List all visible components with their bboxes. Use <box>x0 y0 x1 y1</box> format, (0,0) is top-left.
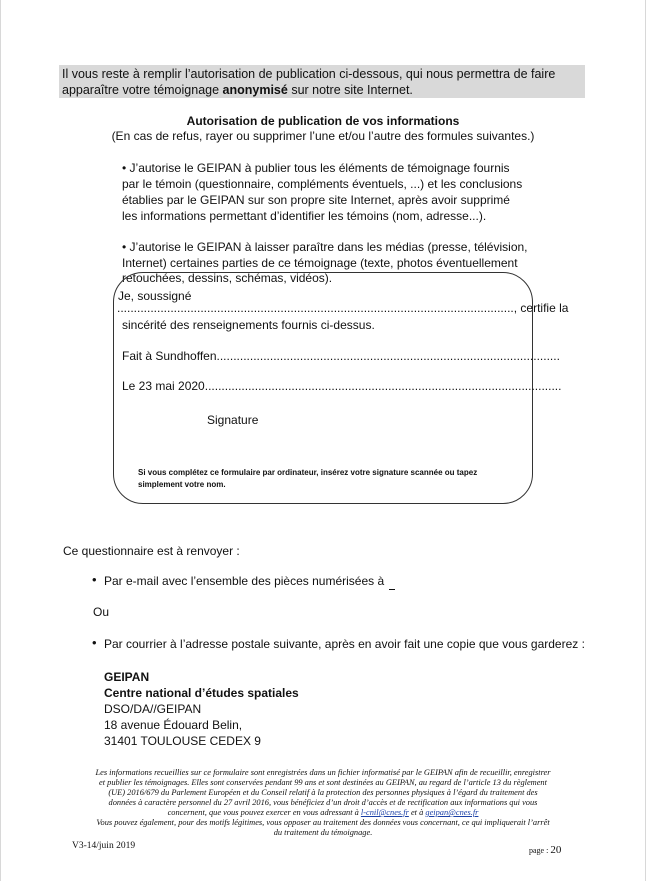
version-label: V3-14/juin 2019 <box>72 841 136 851</box>
authorization-subtitle: (En cas de refus, rayer ou supprimer l’une et/ou l’autre des formules suivantes.) <box>111 129 535 143</box>
fait-a-field[interactable]: Fait à Sundhoffen....................................................................................................... <box>122 349 560 363</box>
address-name: GEIPAN <box>104 670 150 684</box>
soussigne-field[interactable]: ......................................................................................................................., certifie la <box>117 301 569 315</box>
signature-note-line-1: Si vous complétez ce formulaire par ordinateur, insérez votre signature scannée ou tapez <box>138 468 478 477</box>
address-city: 31401 TOULOUSE CEDEX 9 <box>104 734 261 748</box>
legal-line-3: (UE) 2016/679 du Parlement Européen et du Conseil relatif à la protection des personnes physiques à l’égard du traitement des <box>108 788 538 797</box>
post-option: Par courrier à l’adresse postale suivante, après en avoir fait une copie que vous garderez : <box>104 637 585 651</box>
bullet-icon: • <box>92 635 97 650</box>
intro-line-1: Il vous reste à remplir l’autorisation de publication ci-dessous, qui nous permettra de faire <box>62 67 556 81</box>
return-heading: Ce questionnaire est à renvoyer : <box>63 544 240 558</box>
signature-label: Signature <box>207 413 259 427</box>
legal-line-7: du traitement du témoignage. <box>273 828 373 837</box>
item1-line-3: établies par le GEIPAN sur son propre site Internet, après avoir supprimé <box>122 193 510 207</box>
cnil-email-link[interactable]: l-cnil@cnes.fr <box>360 808 409 817</box>
bullet-icon: • <box>122 161 130 175</box>
page-number: 20 <box>550 844 562 856</box>
or-label: Ou <box>93 605 110 619</box>
intro-highlight <box>59 65 585 98</box>
legal-line-4: données à caractère personnel du 27 avril 2016, vous bénéficiez d’un droit d’accès et de rectification aux informations qui vous <box>108 798 538 807</box>
email-placeholder <box>389 573 395 590</box>
date-field[interactable]: Le 23 mai 2020........................................................................................................... <box>122 379 562 393</box>
item2-line-2: Internet) certaines parties de ce témoignage (texte, photos éventuellement <box>122 256 518 270</box>
address-street: 18 avenue Édouard Belin, <box>104 718 243 732</box>
item1-line-2: par le témoin (questionnaire, compléments éventuels, ...) et les conclusions <box>122 177 523 191</box>
address-dept: DSO/DA//GEIPAN <box>104 702 202 716</box>
bullet-icon: • <box>92 572 97 587</box>
authorization-title: Autorisation de publication de vos informations <box>186 114 460 128</box>
item2-line-3: retouchées, dessins, schémas, vidéos). <box>122 271 333 285</box>
bullet-icon: • <box>122 240 130 254</box>
signature-note-line-2: simplement votre nom. <box>138 480 226 489</box>
soussigne-label: Je, soussigné <box>118 289 192 303</box>
legal-line-5: concernent, que vous pouvez exercer en vous adressant à l-cnil@cnes.fr et à geipan@cnes.fr <box>167 808 479 817</box>
page-number-label: page : 20 <box>529 844 562 856</box>
intro-line-2: apparaître votre témoignage anonymisé sur notre site Internet. <box>62 83 413 97</box>
email-option: Par e-mail avec l’ensemble des pièces numérisées à <box>104 573 395 590</box>
legal-line-2: et publier les témoignages. Elles sont conservées pendant 99 ans et sont destinées au GEIPAN, au regard de l’article 13 du règlement <box>99 778 547 787</box>
item1-line-4: les informations permettant d’identifier les témoins (nom, adresse...). <box>122 209 487 223</box>
address-org: Centre national d’études spatiales <box>104 686 299 700</box>
legal-line-1: Les informations recueillies sur ce formulaire sont enregistrées dans un fichier informatisé par le GEIPAN afin de recueillir, enregistrer <box>95 768 551 777</box>
item1-line-1: • J’autorise le GEIPAN à publier tous les éléments de témoignage fournis <box>122 161 510 175</box>
geipan-email-link[interactable]: geipan@cnes.fr <box>425 808 479 817</box>
item2-line-1: • J’autorise le GEIPAN à laisser paraître dans les médias (presse, télévision, <box>122 240 528 254</box>
sincerite-text: sincérité des renseignements fournis ci-dessus. <box>122 318 375 332</box>
legal-line-6: Vous pouvez également, pour des motifs légitimes, vous opposer au traitement des données vous concernant, ce qui impliquerait l’arrêt <box>96 818 550 827</box>
intro-anonymise: anonymisé <box>222 83 288 97</box>
